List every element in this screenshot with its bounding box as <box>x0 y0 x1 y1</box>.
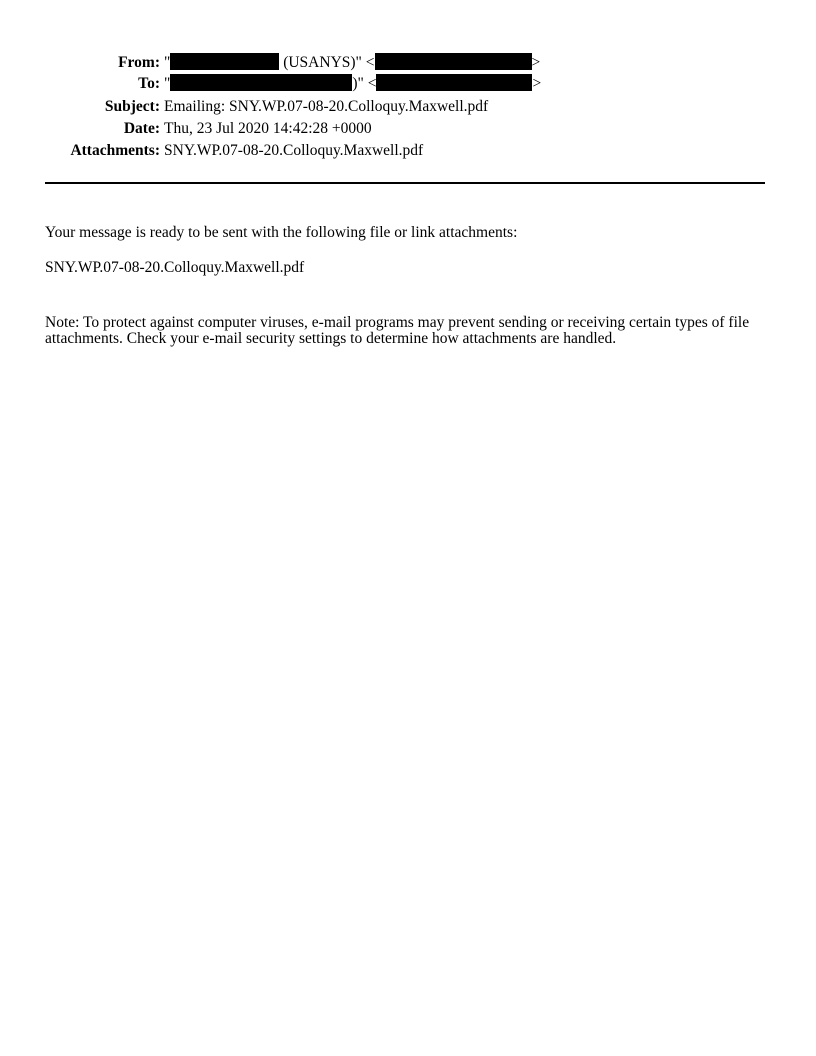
from-label: From: <box>118 54 160 71</box>
note-text: Note: To protect against computer viruses, e-mail programs may prevent sending or receiving certain types of file attachments. Check your e-mail security settings to determine how attachments are handled. <box>45 314 750 347</box>
date-row <box>0 118 780 140</box>
attachments-row <box>0 140 780 162</box>
subject-value: Emailing: SNY.WP.07-08-20.Colloquy.Maxwell.pdf <box>164 98 489 115</box>
to-row <box>0 73 780 95</box>
date-label: Date: <box>123 120 160 137</box>
intro-text: Your message is ready to be sent with the following file or link attachments: <box>45 224 518 241</box>
to-name-suffix: )" < <box>352 75 377 92</box>
from-name-suffix: (USANYS)" < <box>279 54 375 71</box>
date-value: Thu, 23 Jul 2020 14:42:28 +0000 <box>164 120 372 137</box>
to-close: > <box>532 75 542 92</box>
from-close: > <box>531 54 541 71</box>
redaction-box <box>170 53 279 70</box>
from-value: " (USANYS)" < > <box>164 54 541 71</box>
subject-row <box>0 96 780 118</box>
attachment-name: SNY.WP.07-08-20.Colloquy.Maxwell.pdf <box>45 259 305 276</box>
header-divider <box>45 182 765 184</box>
redaction-box <box>375 53 532 70</box>
redaction-box <box>376 74 532 91</box>
to-label: To: <box>138 75 160 92</box>
redaction-box <box>170 74 352 91</box>
attachments-value: SNY.WP.07-08-20.Colloquy.Maxwell.pdf <box>164 142 424 159</box>
attachments-label: Attachments: <box>70 142 160 159</box>
from-row <box>0 52 780 74</box>
subject-label: Subject: <box>104 98 160 115</box>
to-value: " )" < > <box>164 75 542 92</box>
